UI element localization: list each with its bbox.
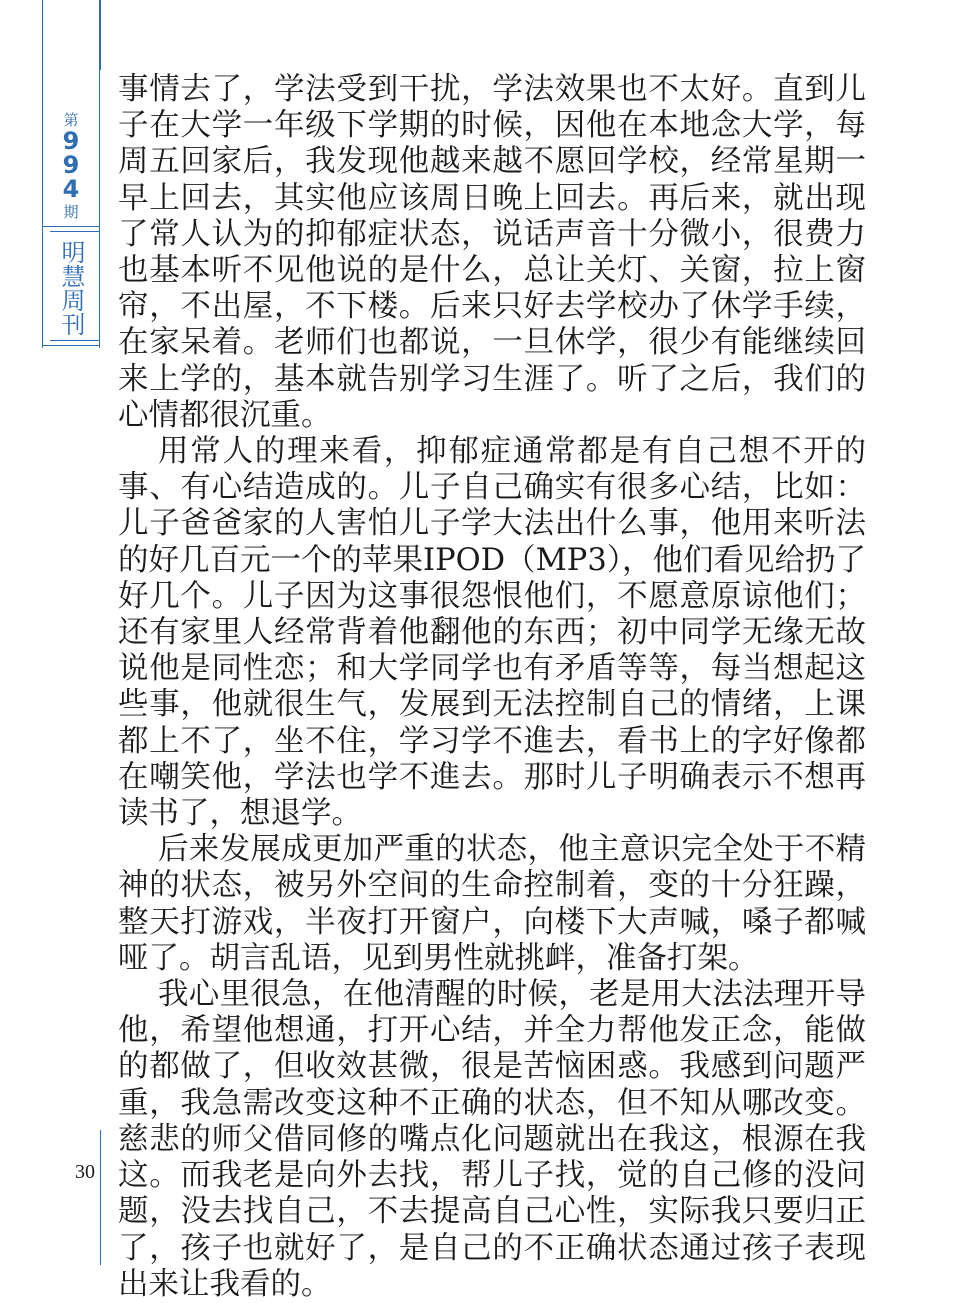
- issue-prefix: 第: [63, 111, 79, 129]
- issue-tab-divider-bottom: [42, 345, 100, 346]
- issue-tab-divider-top: [42, 226, 100, 227]
- article-paragraph: 后来发展成更加严重的状态，他主意识完全处于不精神的状态，被另外空间的生命控制着，变的十分狂躁，整天打游戏，半夜打开窗户，向楼下大声喊，嗓子都喊哑了。胡言乱语，见到男性就挑衅，准备打架。: [118, 832, 866, 976]
- article-paragraph: 用常人的理来看，抑郁症通常都是有自己想不开的事、有心结造成的。儿子自己确实有很多心结，比如：儿子爸爸家的人害怕儿子学大法出什么事，他用来听法的好几百元一个的苹果IPOD（MP3），他们看见给扔了好几个。儿子因为这事很怨恨他们，不愿意原谅他们；还有家里人经常背着他翻他的东西；初中同学无缘无故说他是同性恋；和大学同学也有矛盾等等，每当想起这些事，他就很生气，发展到无法控制自己的情绪，上课都上不了，坐不住，学习学不進去，看书上的字好像都在嘲笑他，学法也学不進去。那时儿子明确表示不想再读书了，想退学。: [118, 434, 866, 832]
- issue-tab-divider-inner-bottom: [50, 340, 100, 341]
- publication-name: 明慧周刊: [57, 240, 85, 336]
- article-paragraph: 我心里很急，在他清醒的时候，老是用大法法理开导他，希望他想通，打开心结，并全力帮他发正念，能做的都做了，但收效甚微，很是苦恼困惑。我感到问题严重，我急需改变这种不正确的状态，但不知从哪改变。慈悲的师父借同修的嘴点化问题就出在我这，根源在我这。而我老是向外去找，帮儿子找，觉的自己修的没问题，没去找自己，不去提高自己心性，实际我只要归正了，孩子也就好了，是自己的不正确状态通过孩子表现出来让我看的。: [118, 977, 866, 1302]
- issue-number-digit: 9: [62, 127, 80, 155]
- issue-tab: [42, 0, 100, 348]
- issue-tab-divider-inner-top: [50, 231, 100, 232]
- page-margin-rule-top: [100, 0, 101, 70]
- article-body: [118, 72, 866, 1303]
- page-number: 30: [75, 1161, 95, 1183]
- issue-suffix: 期: [63, 203, 79, 221]
- issue-number-digit: 4: [62, 175, 80, 203]
- page-margin-rule-bottom: [100, 1130, 101, 1265]
- article-paragraph: 事情去了，学法受到干扰，学法效果也不太好。直到儿子在大学一年级下学期的时候，因他在本地念大学，每周五回家后，我发现他越来越不愿回学校，经常星期一早上回去，其实他应该周日晚上回去。再后来，就出现了常人认为的抑郁症状态，说话声音十分微小，很费力也基本听不见他说的是什么，总让关灯、关窗，拉上窗帘，不出屋，不下楼。后来只好去学校办了休学手续，在家呆着。老师们也都说，一旦休学，很少有能继续回来上学的，基本就告别学习生涯了。听了之后，我们的心情都很沉重。: [118, 72, 866, 433]
- issue-number-digit: 9: [62, 151, 80, 179]
